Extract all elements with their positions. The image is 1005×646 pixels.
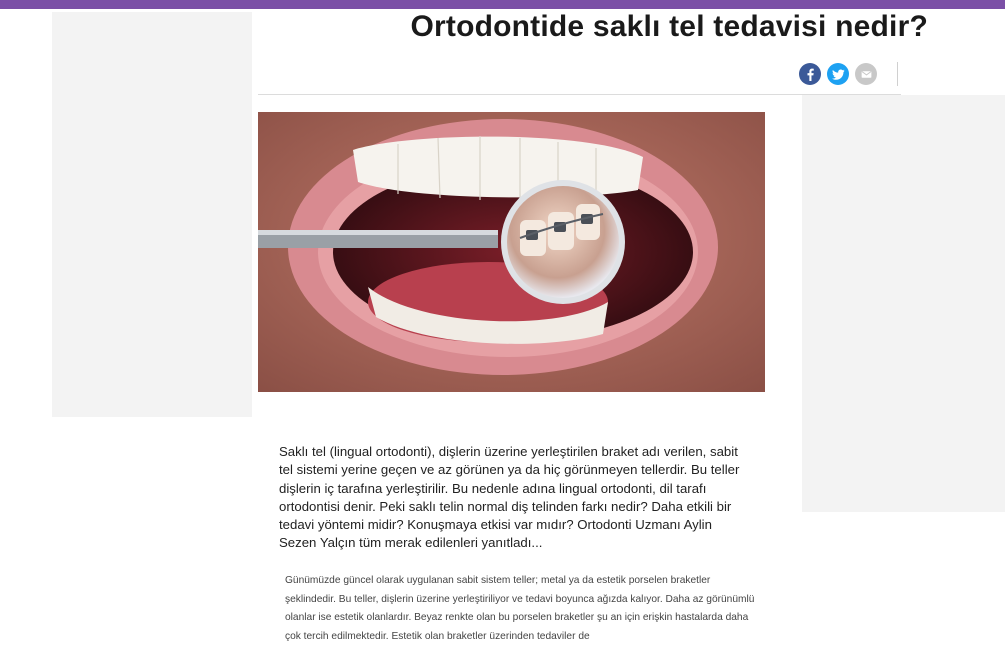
left-ad-placeholder [52, 12, 252, 417]
twitter-share-button[interactable] [827, 63, 849, 85]
article-body: Günümüzde güncel olarak uygulanan sabit sistem teller; metal ya da estetik porselen braketler şeklindedir. Bu teller, dişlerin üzerine yerleştiriliyor ve tedavi boyunca ağızda kalıyor. Daha az görünümlü olanlar ise estetik olanlardır. Beyaz renkte olan bu porselen braketler şu an için erişkin hastalarda daha çok tercih edilmektedir. Estetik olan braketler üzerinden tedaviler de [285, 575, 755, 642]
facebook-icon [804, 68, 817, 81]
facebook-share-button[interactable] [799, 63, 821, 85]
mouth-with-dental-mirror-image [258, 112, 765, 392]
mail-share-button[interactable] [855, 63, 877, 85]
right-ad-placeholder [802, 95, 1005, 512]
title-divider [258, 94, 901, 95]
share-divider [897, 62, 898, 86]
article-title: Ortodontide saklı tel tedavisi nedir? [410, 10, 928, 43]
article-lead: Saklı tel (lingual ortodonti), dişlerin üzerine yerleştirilen braket adı verilen, sabit tel sistemi yerine geçen ve az görünen ya da hiç görünmeyen tellerdir. Bu teller dişlerin iç tarafına yerleştirilir. Bu nedenle adına lingual ortodonti, dil tarafı ortodontisi denir. Peki saklı telin normal diş telinden farkı nedir? Daha etkili bir tedavi yöntemi midir? Konuşmaya etkisi var mıdır? Ortodonti Uzmanı Aylin Sezen Yalçın tüm merak edilenleri yanıtladı... [279, 444, 740, 551]
hero-image [258, 112, 765, 392]
twitter-icon [832, 68, 845, 81]
top-accent-bar [0, 0, 1005, 9]
mail-icon [860, 68, 873, 81]
share-buttons [799, 63, 877, 85]
